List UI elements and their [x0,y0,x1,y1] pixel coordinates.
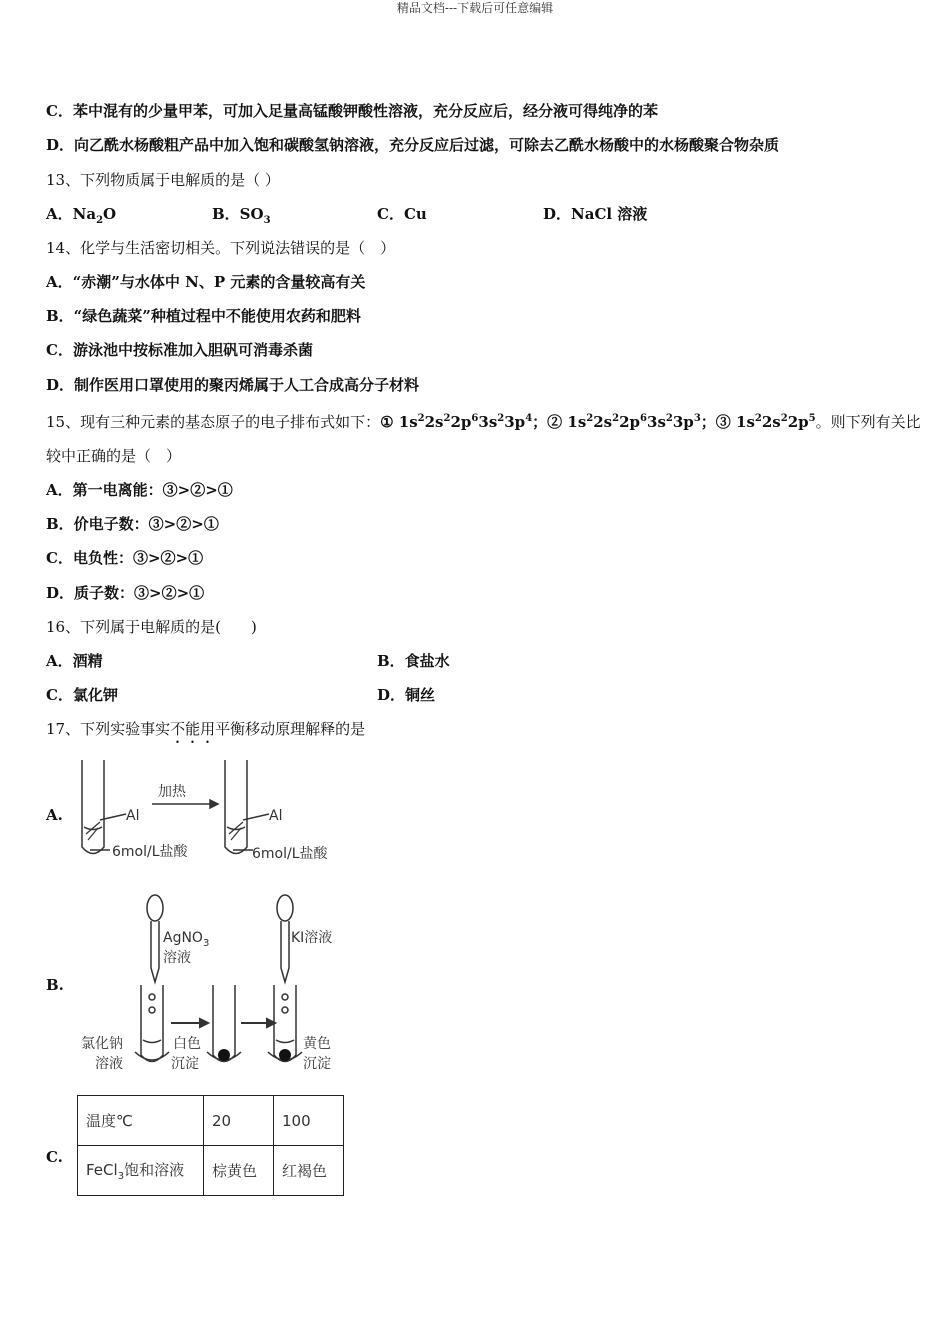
tube-1 [135,985,169,1062]
reagent1-label: AgNO$_3$ [163,930,210,949]
right-label-2: 沉淀 [303,1056,331,1072]
dropper-left [147,895,163,982]
figure-b-precipitation [75,890,355,1075]
q16-option-b: B．食盐水 [377,652,450,670]
mid-label-2: 沉淀 [171,1056,199,1072]
acid-label-left: 6mol/L盐酸 [112,844,188,860]
q15-option-d: D．质子数：③>②>① [46,584,205,602]
al-label-left: Al [126,808,140,824]
right-label-1: 黄色 [303,1036,331,1052]
q14-option-d: D．制作医用口罩使用的聚丙烯属于人工合成高分子材料 [46,376,420,394]
reagent2-label: KI溶液 [291,930,333,946]
arrow-2 [241,1019,275,1027]
test-tube-left [82,760,126,854]
q17-option-a: A. [46,806,63,824]
mid-label-1: 白色 [173,1036,201,1052]
table-cell: 温度℃ [78,1096,204,1146]
q16-option-d: D．铜丝 [377,686,436,704]
table-cell: FeCl$_3$饱和溶液 [78,1146,204,1196]
heat-label: 加热 [158,784,186,800]
q13-option-b: B．$SO_3$ [212,205,271,226]
table-cell: 红褐色 [274,1146,344,1196]
q15-option-a: A．第一电离能：③>②>① [46,481,233,499]
left-label-1: 氯化钠 [81,1036,123,1052]
q15-option-b: B．价电子数：③>②>① [46,515,219,533]
q14-option-b: B．“绿色蔬菜”种植过程中不能使用农药和肥料 [46,307,361,325]
q13-option-d: D．NaCl 溶液 [543,205,648,223]
test-tube-right [225,760,269,854]
table-row [78,1096,344,1146]
arrow-1 [171,1019,208,1027]
q16-option-a: A．酒精 [46,652,103,670]
al-label-right: Al [269,808,283,824]
question-15: 15、现有三种元素的基态原子的电子排布式如下：① $1s^22s^22p^63s^23p^4$；② $1s^22s^22p^63s^23p^3$；③ $1s^22s^22p^5$。则下列有关比 [46,413,921,431]
question-14: 14、化学与生活密切相关。下列说法错误的是（ ） [46,239,396,257]
reagent1-label-2: 溶液 [163,950,191,966]
option-d-prev: D．向乙酰水杨酸粗产品中加入饱和碳酸氢钠溶液，充分反应后过滤，可除去乙酰水杨酸中的水杨酸聚合物杂质 [46,136,780,154]
q17-option-b: B. [46,976,64,994]
question-16: 16、下列属于电解质的是( ) [46,618,257,636]
table-row [78,1146,344,1196]
emphasis-text: 不能用 [170,720,216,738]
q15-option-c: C．电负性：③>②>① [46,549,204,567]
table-cell: 20 [204,1096,274,1146]
temperature-table [77,1095,344,1196]
q13-option-a: A．$Na_2O$ [46,205,117,226]
option-c-prev: C．苯中混有的少量甲苯，可加入足量高锰酸钾酸性溶液，充分反应后，经分液可得纯净的苯 [46,102,658,120]
q14-option-a: A．“赤潮”与水体中 N、P 元素的含量较高有关 [46,273,366,291]
acid-label-right: 6mol/L盐酸 [252,846,328,862]
question-17: 17、下列实验事实不能用平衡移动原理解释的是 [46,720,366,738]
question-13: 13、下列物质属于电解质的是（ ） [46,171,280,189]
heat-arrow [152,800,218,808]
question-15-cont: 较中正确的是（ ） [46,447,182,465]
figure-a-test-tubes [70,752,360,867]
q14-option-c: C．游泳池中按标准加入胆矾可消毒杀菌 [46,341,313,359]
white-precipitate [218,1049,230,1061]
q16-option-c: C．氯化钾 [46,686,118,704]
q13-option-c: C．Cu [377,205,427,223]
yellow-precipitate [279,1049,291,1061]
table-cell: 100 [274,1096,344,1146]
q17-option-c: C. [46,1148,63,1166]
left-label-2: 溶液 [95,1056,123,1072]
page-header: 精品文档---下载后可任意编辑 [396,1,554,15]
table-cell: 棕黄色 [204,1146,274,1196]
